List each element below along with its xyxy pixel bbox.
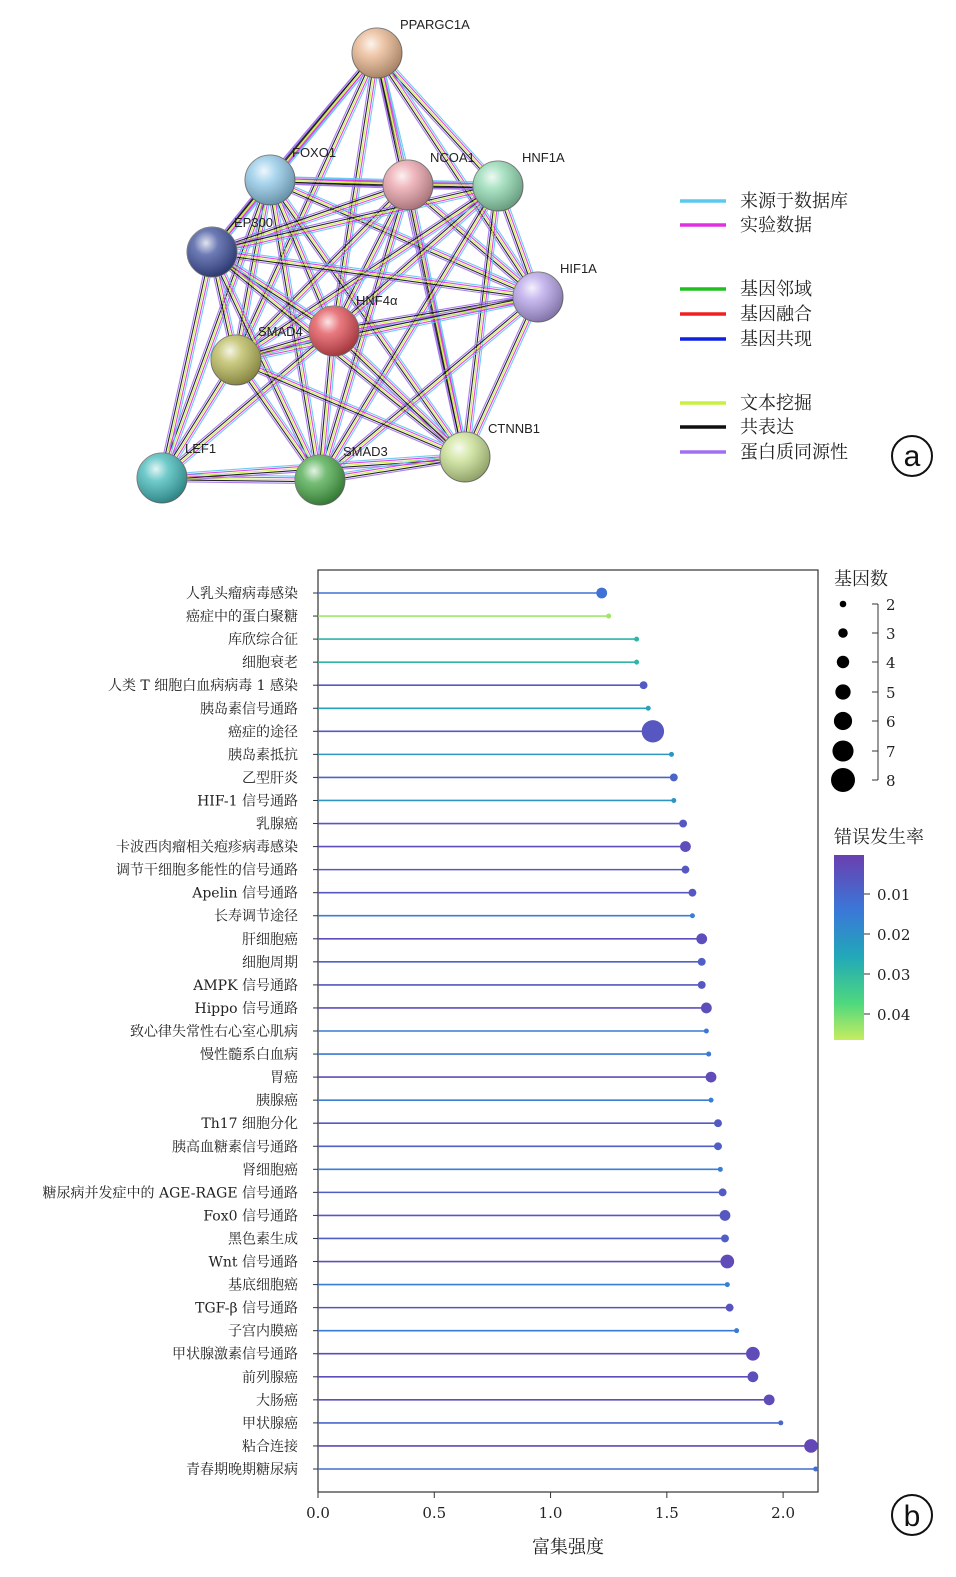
panel-b-letter: b	[903, 1500, 921, 1533]
node-label-foxo1: FOXO1	[292, 145, 337, 160]
category-label: Wnt 信号通路	[208, 1254, 298, 1271]
legend-label: 共表达	[740, 417, 794, 438]
size-legend-label: 7	[886, 743, 896, 761]
category-label: 基底细胞癌	[228, 1277, 298, 1294]
point	[706, 1052, 711, 1057]
node-label-hif1a: HIF1A	[560, 261, 597, 276]
color-legend-label: 0.02	[877, 926, 911, 944]
color-legend-label: 0.03	[877, 966, 911, 984]
size-legend-label: 6	[886, 713, 896, 731]
point	[701, 1003, 712, 1014]
point	[720, 1210, 731, 1221]
legend-item-4	[680, 329, 812, 350]
category-label: 甲状腺激素信号通路	[172, 1346, 298, 1363]
node-hif1a	[513, 261, 597, 322]
lollipop-points	[596, 588, 818, 1472]
size-legend-label: 2	[886, 596, 896, 614]
category-label: 胰岛素抵抗	[228, 747, 298, 764]
node-label-ep300: EP300	[234, 215, 274, 230]
point	[688, 889, 696, 897]
legend-item-3	[680, 304, 812, 325]
category-label: 库欣综合征	[228, 632, 298, 649]
color-legend	[834, 827, 924, 1040]
category-label: 细胞周期	[242, 954, 298, 971]
category-label: TGF-β 信号通路	[195, 1300, 298, 1317]
point	[669, 752, 674, 757]
node-label-smad3: SMAD3	[343, 444, 388, 459]
size-legend-dot	[831, 768, 855, 792]
size-legend-title: 基因数	[834, 569, 888, 590]
node-label-ctnnb1: CTNNB1	[488, 421, 541, 436]
x-axis-title: 富集强度	[532, 1537, 604, 1558]
category-label: 致心律失常性右心室心肌病	[130, 1024, 298, 1040]
category-label: 慢性髓系白血病	[200, 1047, 298, 1064]
node-label-smad4: SMAD4	[258, 324, 303, 339]
x-tick-label: 2.0	[771, 1504, 796, 1522]
point	[721, 1235, 729, 1243]
size-legend-dot	[838, 628, 848, 638]
color-bar	[834, 855, 864, 1040]
node-label-lef1: LEF1	[185, 441, 217, 456]
point	[720, 1255, 734, 1269]
size-legend-dot	[835, 684, 850, 699]
x-tick-label: 1.5	[654, 1504, 679, 1522]
x-tick-label: 1.0	[538, 1504, 563, 1522]
node-hnf1a	[473, 150, 565, 211]
panel-b-marker	[892, 1495, 932, 1535]
color-legend-title: 错误发生率	[834, 827, 924, 848]
legend-label: 文本挖掘	[740, 393, 812, 414]
category-label: 胰岛素信号通路	[200, 701, 298, 718]
size-legend-dot	[834, 712, 852, 730]
legend-item-1	[680, 215, 812, 236]
x-tick-label: 0.0	[306, 1504, 330, 1522]
category-label: 卡波西肉瘤相关疱疹病毒感染	[116, 839, 298, 856]
node-label-ncoa1: NCOA1	[430, 150, 475, 165]
node-label-hnf1a: HNF1A	[522, 150, 565, 165]
category-label: 青春期晚期糖尿病	[186, 1462, 298, 1478]
category-label: 肝细胞癌	[242, 931, 298, 948]
category-label: 糖尿病并发症中的 AGE-RAGE 信号通路	[42, 1185, 298, 1202]
point	[725, 1282, 730, 1287]
point	[696, 933, 707, 944]
legend-label: 实验数据	[740, 215, 812, 236]
legend-label: 基因融合	[740, 304, 812, 325]
point	[764, 1394, 775, 1405]
legend-item-0	[680, 191, 848, 212]
point	[778, 1420, 783, 1425]
point	[747, 1371, 758, 1382]
category-label: Fox0 信号通路	[203, 1208, 298, 1225]
network-legend	[680, 191, 848, 463]
size-legend-dot	[840, 601, 847, 608]
category-label: 胰腺癌	[256, 1093, 298, 1110]
point	[706, 1072, 717, 1083]
category-label: 肾细胞癌	[242, 1162, 298, 1179]
category-label: HIF-1 信号通路	[197, 793, 298, 810]
size-legend-label: 5	[886, 684, 896, 702]
category-label: 人乳头瘤病毒感染	[186, 586, 298, 602]
point	[726, 1304, 734, 1312]
point	[606, 614, 611, 619]
size-legend	[831, 569, 896, 792]
legend-item-6	[680, 417, 794, 438]
category-label: 人类 T 细胞白血病病毒 1 感染	[107, 678, 298, 695]
category-label: 胃癌	[270, 1070, 298, 1087]
point	[596, 588, 607, 599]
point	[746, 1347, 760, 1361]
point	[734, 1328, 739, 1333]
color-legend-label: 0.04	[877, 1006, 911, 1024]
x-tick-label: 0.5	[422, 1504, 447, 1522]
size-legend-dot	[832, 740, 853, 761]
category-label: AMPK 信号通路	[193, 977, 298, 994]
panel-a-letter: a	[903, 440, 921, 473]
category-label: Hippo 信号通路	[194, 1000, 298, 1017]
legend-item-5	[680, 392, 812, 414]
panel-a-marker	[892, 436, 932, 476]
point	[714, 1142, 722, 1150]
size-legend-label: 3	[886, 625, 896, 643]
legend-label: 来源于数据库	[740, 191, 848, 212]
point	[679, 820, 687, 828]
point	[698, 958, 706, 966]
point	[718, 1167, 723, 1172]
legend-label: 蛋白质同源性	[740, 442, 848, 463]
point	[681, 866, 689, 874]
point	[671, 798, 676, 803]
legend-label: 基因邻域	[740, 279, 812, 300]
category-label: Th17 细胞分化	[201, 1116, 298, 1133]
enrichment-chart	[43, 570, 819, 1558]
point	[813, 1467, 818, 1472]
point	[704, 1029, 709, 1034]
point	[640, 681, 648, 689]
point	[719, 1188, 727, 1196]
size-legend-label: 4	[886, 654, 896, 672]
category-label: Apelin 信号通路	[192, 885, 298, 902]
node-label-ppargc1a: PPARGC1A	[400, 17, 470, 32]
category-label: 乳腺癌	[256, 816, 298, 833]
category-label: 黑色素生成	[228, 1231, 298, 1248]
category-labels	[43, 585, 318, 1478]
point	[680, 841, 691, 852]
lollipop-stems	[318, 593, 816, 1469]
legend-item-2	[680, 279, 812, 300]
network-panel	[137, 17, 597, 505]
point	[690, 913, 695, 918]
category-label: 前列腺癌	[242, 1369, 298, 1386]
category-label: 甲状腺癌	[242, 1415, 298, 1432]
point	[698, 981, 706, 989]
node-ppargc1a	[352, 17, 470, 78]
category-label: 调节干细胞多能性的信号通路	[116, 862, 298, 879]
category-label: 胰高血糖素信号通路	[172, 1139, 298, 1156]
point	[642, 720, 664, 742]
category-label: 癌症中的蛋白聚糖	[186, 609, 298, 626]
color-legend-label: 0.01	[877, 886, 911, 904]
point	[670, 773, 678, 781]
category-label: 大肠癌	[256, 1392, 298, 1409]
category-label: 子宫内膜癌	[228, 1323, 298, 1340]
size-legend-label: 8	[886, 772, 896, 790]
point	[634, 637, 639, 642]
category-label: 癌症的途径	[228, 724, 298, 741]
point	[714, 1119, 722, 1127]
size-legend-dot	[837, 656, 849, 668]
category-label: 细胞衰老	[242, 655, 298, 672]
legend-item-7	[680, 442, 848, 463]
category-label: 乙型肝炎	[242, 770, 298, 787]
point	[634, 660, 639, 665]
legend-label: 基因共现	[740, 329, 812, 350]
node-label-hnf4a: HNF4α	[356, 293, 398, 308]
category-label: 粘合连接	[242, 1438, 298, 1455]
point	[804, 1439, 818, 1453]
x-axis	[306, 1492, 795, 1522]
point	[646, 706, 651, 711]
point	[709, 1098, 714, 1103]
category-label: 长寿调节途径	[214, 908, 298, 925]
